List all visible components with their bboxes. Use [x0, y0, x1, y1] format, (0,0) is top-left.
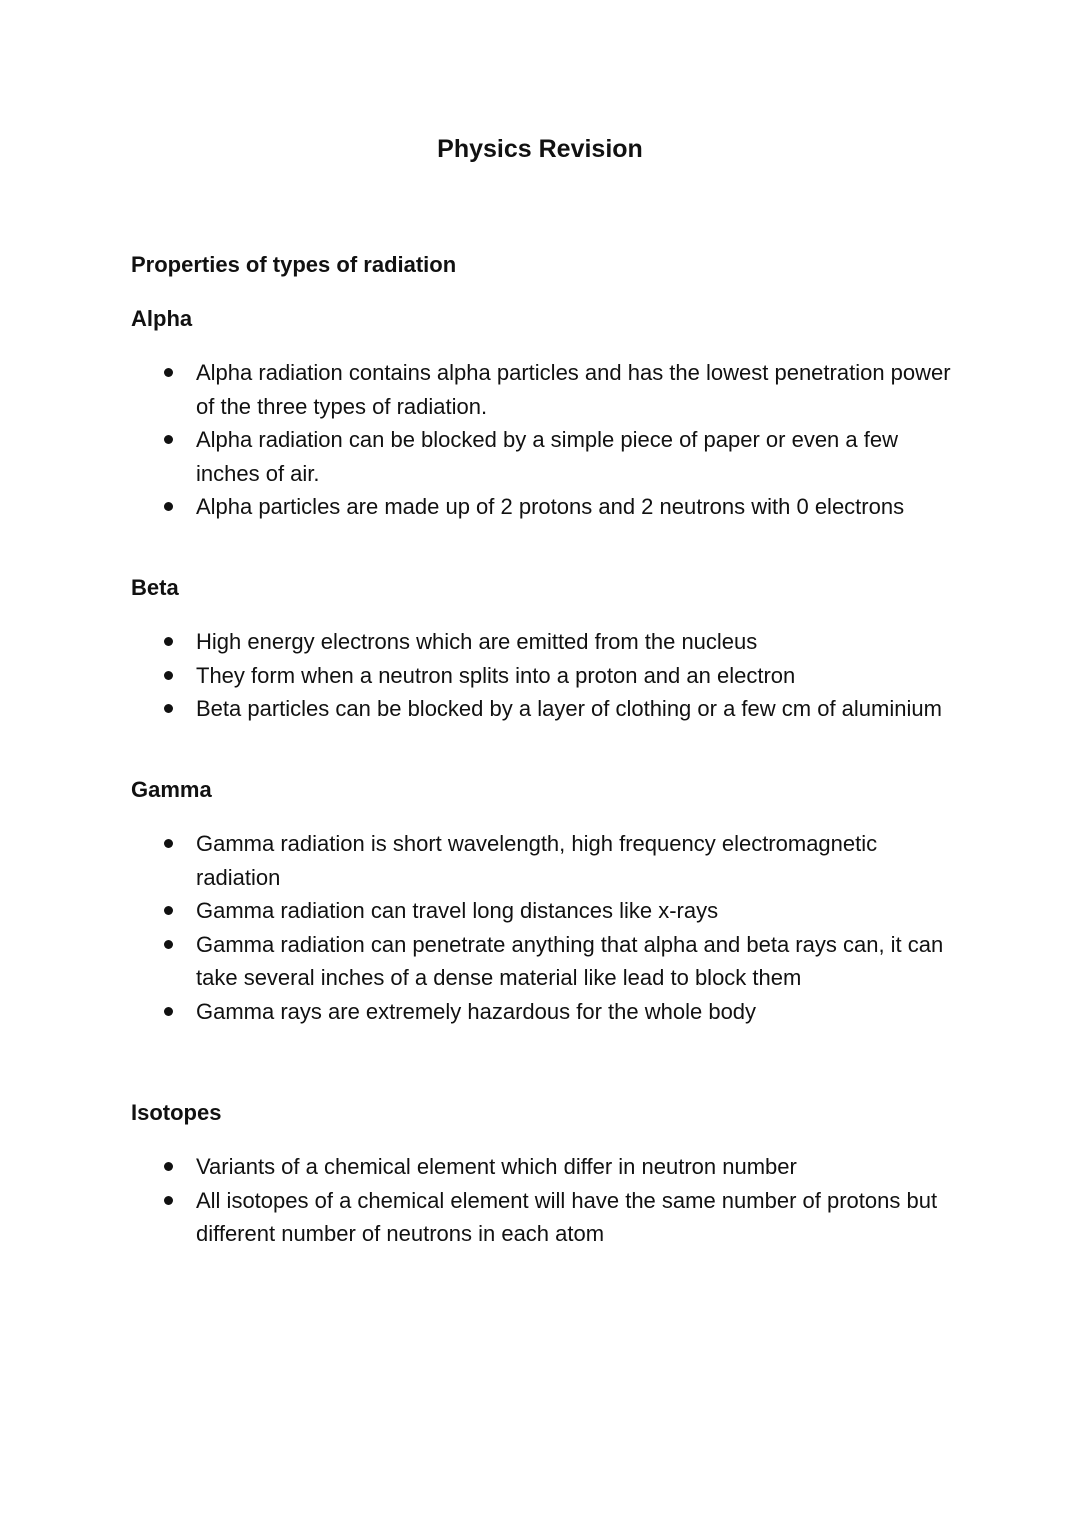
page-title: Physics Revision	[437, 135, 643, 163]
section-heading-radiation: Properties of types of radiation	[131, 252, 457, 277]
list-item: Gamma radiation can travel long distances like x-rays	[160, 894, 960, 928]
gamma-list	[160, 827, 960, 1028]
isotopes-list	[160, 1150, 960, 1251]
bullet-icon	[164, 502, 173, 511]
bullet-icon	[164, 368, 173, 377]
bullet-icon	[164, 839, 173, 848]
isotopes-heading: Isotopes	[131, 1100, 222, 1125]
list-item: Alpha radiation contains alpha particles and has the lowest penetration power of the three types of radiation.	[160, 356, 960, 423]
beta-list	[160, 625, 960, 726]
gamma-heading: Gamma	[131, 777, 212, 802]
list-item: Gamma rays are extremely hazardous for the whole body	[160, 995, 960, 1029]
alpha-heading: Alpha	[131, 306, 193, 331]
bullet-icon	[164, 906, 173, 915]
bullet-icon	[164, 1162, 173, 1171]
list-item: Variants of a chemical element which differ in neutron number	[160, 1150, 960, 1184]
bullet-icon	[164, 1007, 173, 1016]
list-item: Beta particles can be blocked by a layer of clothing or a few cm of aluminium	[160, 692, 960, 726]
list-item: High energy electrons which are emitted from the nucleus	[160, 625, 960, 659]
list-item: Gamma radiation can penetrate anything that alpha and beta rays can, it can take several inches of a dense material like lead to block them	[160, 928, 960, 995]
list-item: Alpha radiation can be blocked by a simple piece of paper or even a few inches of air.	[160, 423, 960, 490]
bullet-icon	[164, 940, 173, 949]
bullet-icon	[164, 671, 173, 680]
alpha-list	[160, 356, 960, 524]
list-item: Gamma radiation is short wavelength, high frequency electromagnetic radiation	[160, 827, 960, 894]
bullet-icon	[164, 704, 173, 713]
list-item: Alpha particles are made up of 2 protons and 2 neutrons with 0 electrons	[160, 490, 960, 524]
list-item: They form when a neutron splits into a proton and an electron	[160, 659, 960, 693]
list-item: All isotopes of a chemical element will have the same number of protons but different number of neutrons in each atom	[160, 1184, 960, 1251]
bullet-icon	[164, 435, 173, 444]
beta-heading: Beta	[131, 575, 179, 600]
bullet-icon	[164, 1196, 173, 1205]
bullet-icon	[164, 637, 173, 646]
